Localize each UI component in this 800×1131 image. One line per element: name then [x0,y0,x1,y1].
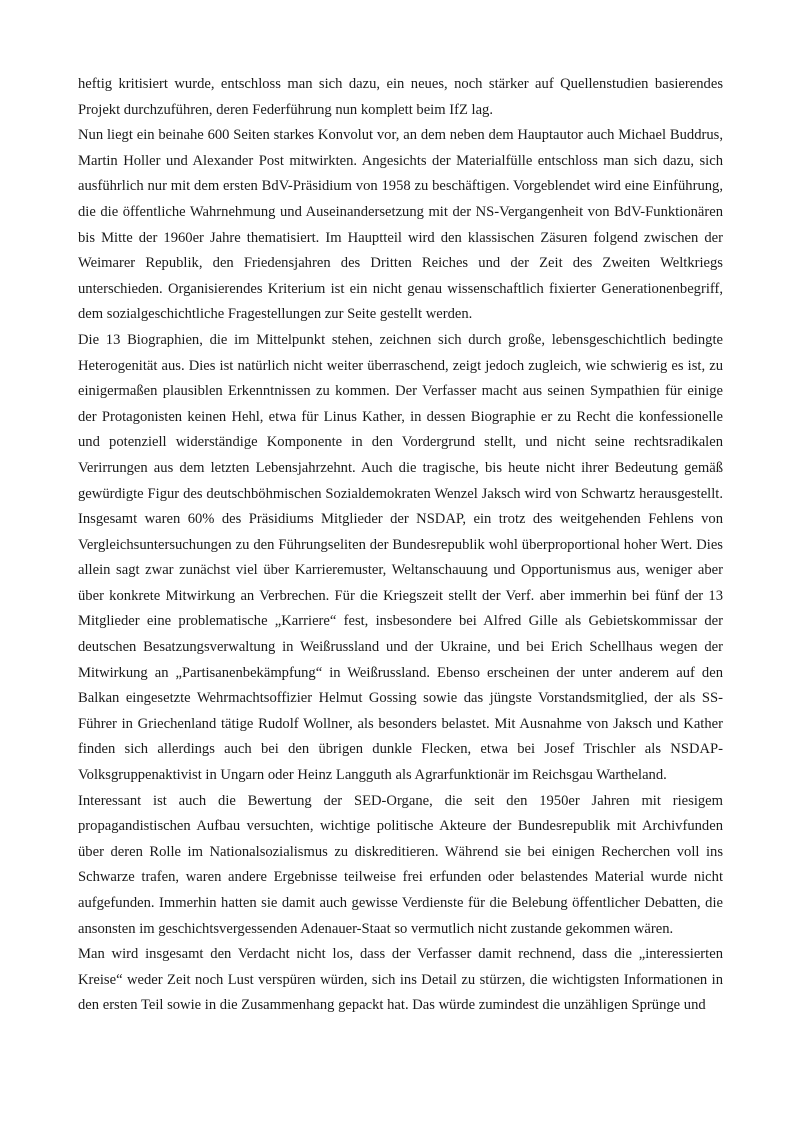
body-text [78,72,723,1019]
paragraph-1: heftig kritisiert wurde, entschloss man sich dazu, ein neues, noch stärker auf Quellenstudien basierendes Projekt durchzuführen, deren Federführung nun komplett beim IfZ lag. [78,76,723,118]
paragraph-4: Interessant ist auch die Bewertung der SED-Organe, die seit den 1950er Jahren mit riesigem propagandistischen Aufbau versuchten, wichtige politische Akteure der Bundesrepublik mit Archivfunden über deren Rolle im Nationalsozialismus zu diskreditieren. Während sie bei einigen Recherchen voll ins Schwarze trafen, waren andere Ergebnisse teilweise frei erfunden oder belastendes Material wurde nicht aufgefunden. Immerhin hatten sie damit auch gewisse Verdienste für die Belebung öffentlicher Debatten, die ansonsten im geschichtsvergessenden Adenauer-Staat so vermutlich nicht zustande gekommen wären. [78,792,723,937]
paragraph-2: Nun liegt ein beinahe 600 Seiten starkes Konvolut vor, an dem neben dem Hauptautor auch Michael Buddrus, Martin Holler und Alexander Post mitwirkten. Angesichts der Materialfülle entschloss man sich dazu, sich ausführlich nur mit dem ersten BdV-Präsidium von 1958 zu beschäftigen. Vorgeblendet wird eine Einführung, die die öffentliche Wahrnehmung und Auseinandersetzung mit der NS-Vergangenheit von BdV-Funktionären bis Mitte der 1960er Jahre thematisiert. Im Hauptteil wird den klassischen Zäsuren folgend zwischen der Weimarer Republik, den Friedensjahren des Dritten Reiches und der Zeit des Zweiten Weltkriegs unterschieden. Organisierendes Kriterium ist ein nicht genau wissenschaftlich fixierter Generationenbegriff, dem sozialgeschichtliche Fragestellungen zur Seite gestellt werden. [78,127,723,323]
paragraph-3: Die 13 Biographien, die im Mittelpunkt stehen, zeichnen sich durch große, lebensgeschichtlich bedingte Heterogenität aus. Dies ist natürlich nicht weiter überraschend, zeigt jedoch zugleich, wie schwierig es ist, zu einigermaßen plausiblen Erkenntnissen zu kommen. Der Verfasser macht aus seinen Sympathien für einige der Protagonisten keinen Hehl, etwa für Linus Kather, in dessen Biographie er zu Recht die konfessionelle und potenziell widerständige Komponente in den Vordergrund stellt, und nicht seine rechtsradikalen Verirrungen aus dem letzten Lebensjahrzehnt. Auch die tragische, bis heute nicht ihrer Bedeutung gemäß gewürdigte Figur des deutschböhmischen Sozialdemokraten Wenzel Jaksch wird von Schwartz herausgestellt. Insgesamt waren 60% des Präsidiums Mitglieder der NSDAP, ein trotz des weitgehenden Fehlens von Vergleichsuntersuchungen zu den Führungseliten der Bundesrepublik wohl überproportional hoher Wert. Dies allein sagt zwar zunächst viel über Karrieremuster, Weltanschauung und Opportunismus aus, weniger aber über konkrete Mitwirkung an Verbrechen. Für die Kriegszeit stellt der Verf. aber immerhin bei fünf der 13 Mitglieder eine problematische „Karriere“ fest, insbesondere bei Alfred Gille als Gebietskommissar der deutschen Besatzungsverwaltung in Weißrussland und der Ukraine, und bei Erich Schellhaus wegen der Mitwirkung an „Partisanenbekämpfung“ in Weißrussland. Ebenso erscheinen der unter anderem auf den Balkan eingesetzte Wehrmachtsoffizier Helmut Gossing sowie das jüngste Vorstandsmitglied, der als SS-Führer in Griechenland tätige Rudolf Wollner, als besonders belastet. Mit Ausnahme von Jaksch und Kather finden sich allerdings auch bei den übrigen dunkle Flecken, etwa bei Josef Trischler als NSDAP-Volksgruppenaktivist in Ungarn oder Heinz Langguth als Agrarfunktionär im Reichsgau Wartheland. [78,331,723,784]
paragraph-5: Man wird insgesamt den Verdacht nicht los, dass der Verfasser damit rechnend, dass die „interessierten Kreise“ weder Zeit noch Lust verspüren würden, sich ins Detail zu stürzen, die wichtigsten Informationen in den ersten Teil sowie in die Zusammenhang gepackt hat. Das würde zumindest die unzähligen Sprünge und [78,946,723,1014]
